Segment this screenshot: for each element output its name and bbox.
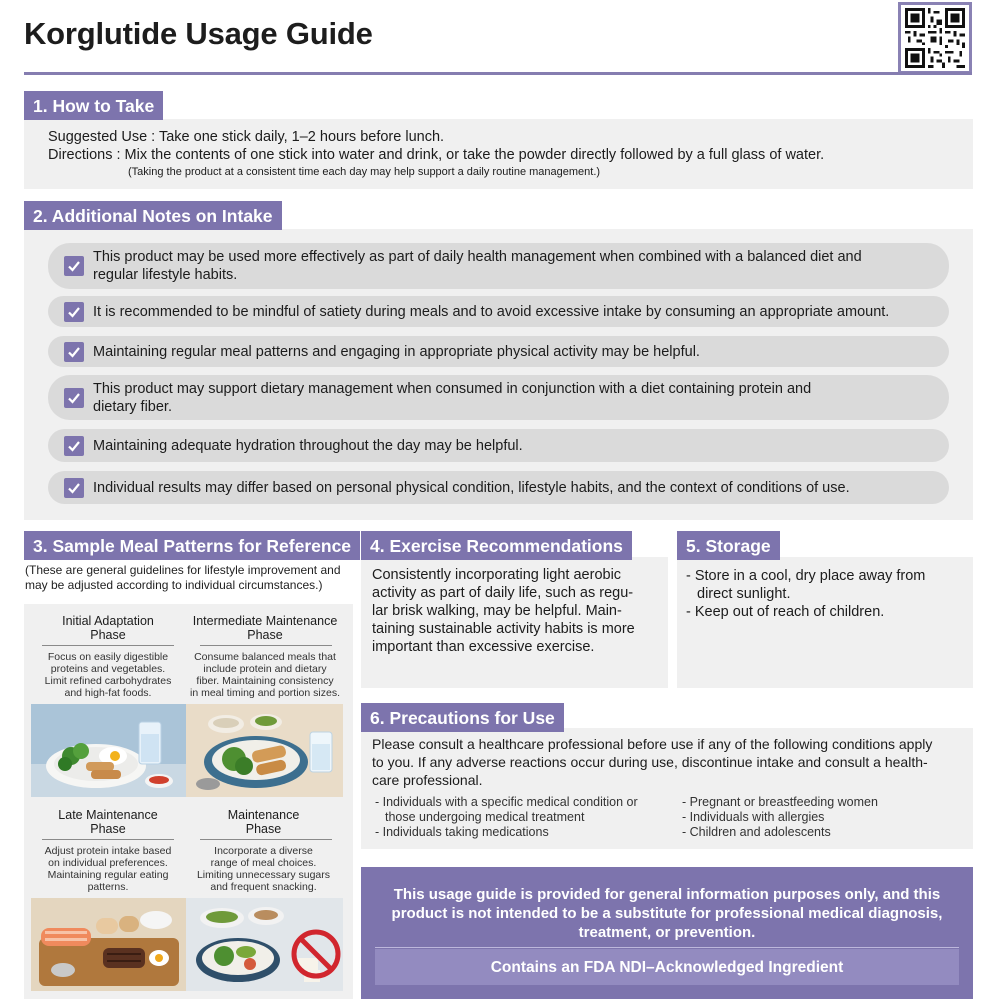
note-item (48, 429, 949, 462)
note-item (48, 336, 949, 367)
phase-desc-line: Focus on easily digestible (47, 651, 169, 663)
section-heading-storage: 5. Storage (677, 531, 780, 560)
meal-photo-maintenance-icon (186, 898, 343, 991)
note-text: regular lifestyle habits. (93, 267, 238, 283)
phase-desc-line: fiber. Maintaining consistency (196, 675, 334, 687)
storage-item: - Store in a cool, dry place away from (686, 568, 926, 584)
storage-text (686, 567, 966, 621)
note-item (48, 243, 949, 289)
how-to-take-body (48, 128, 824, 179)
section-heading-additional-notes: 2. Additional Notes on Intake (24, 201, 282, 230)
exercise-line: Consistently incorporating light aerobic (372, 567, 622, 583)
phase-desc-line: in meal timing and portion sizes. (190, 687, 340, 699)
exercise-line: activity as part of daily life, such as regu- (372, 585, 634, 601)
meal-note-line: (These are general guidelines for lifestyle improvement and (25, 563, 341, 577)
phase-desc-line: Consume balanced meals that (194, 651, 336, 663)
section-heading-exercise: 4. Exercise Recommendations (361, 531, 632, 560)
exercise-line: important than excessive exercise. (372, 639, 595, 655)
disclaimer-text (381, 885, 953, 942)
phase-title-maintenance (186, 808, 341, 836)
precautions-intro-line: to you. If any adverse reactions occur during use, discontinue intake and consult a health- (372, 754, 928, 770)
phase-title-intermediate (183, 614, 347, 642)
phase-title-late (32, 808, 184, 836)
precautions-list-left (375, 795, 680, 840)
phase-desc-line: include protein and dietary (203, 663, 327, 675)
disclaimer-line: product is not intended to be a substitute for professional medical diagnosis, (391, 905, 943, 922)
note-item (48, 471, 949, 504)
section-heading-precautions: 6. Precautions for Use (361, 703, 564, 732)
suggested-use-text: Suggested Use : Take one stick daily, 1–2 hours before lunch. (48, 129, 445, 145)
phase-desc-line: Limit refined carbohydrates (44, 675, 172, 687)
phase-desc-line: and high-fat foods. (64, 687, 152, 699)
phase-divider (200, 645, 332, 646)
note-item (48, 296, 949, 327)
phase-desc-line: Incorporate a diverse (214, 845, 313, 857)
title-divider (24, 72, 972, 75)
precaution-item: - Pregnant or breastfeeding women (682, 795, 878, 809)
phase-desc-initial (32, 651, 184, 699)
phase-desc-line: and frequent snacking. (210, 881, 317, 893)
phase-title-line: Maintenance (227, 808, 300, 822)
precaution-item: - Individuals with a specific medical condition or (375, 795, 638, 809)
meal-photo-initial-icon (31, 704, 186, 797)
timing-note: (Taking the product at a consistent time each day may help support a daily routine management.) (128, 166, 601, 178)
checkbox-checked-icon (64, 388, 84, 408)
phase-title-initial (32, 614, 184, 642)
phase-title-line: Phase (90, 822, 126, 836)
note-text: dietary fiber. (93, 398, 172, 415)
phase-title-line: Phase (247, 628, 283, 642)
qr-code-icon (898, 2, 972, 74)
precaution-item: those undergoing medical treatment (385, 810, 585, 824)
checkbox-checked-icon (64, 478, 84, 498)
phase-desc-intermediate (183, 651, 347, 699)
checkbox-checked-icon (64, 256, 84, 276)
section-heading-meal-patterns: 3. Sample Meal Patterns for Reference (24, 531, 360, 560)
note-text: Maintaining regular meal patterns and engaging in appropriate physical activity may be helpful. (93, 343, 700, 360)
disclaimer-line: This usage guide is provided for general information purposes only, and this (393, 886, 941, 903)
fda-badge-text: Contains an FDA NDI–Acknowledged Ingredient (490, 959, 844, 976)
checkbox-checked-icon (64, 436, 84, 456)
meal-patterns-note (25, 563, 355, 593)
note-text: Maintaining adequate hydration throughout the day may be helpful. (93, 437, 523, 454)
precautions-list-right (682, 795, 962, 840)
phase-divider (42, 645, 174, 646)
meal-photo-intermediate-icon (186, 704, 343, 797)
phase-title-line: Initial Adaptation (62, 614, 154, 628)
exercise-line: lar brisk walking, may be helpful. Main- (372, 603, 622, 619)
phase-title-line: Phase (245, 822, 282, 836)
fda-badge (375, 949, 959, 985)
precaution-item: - Children and adolescents (682, 825, 831, 839)
phase-divider (200, 839, 332, 840)
phase-title-line: Phase (90, 628, 126, 642)
note-text: This product may be used more effectively as part of daily health management when combined with a balanced diet and (93, 249, 862, 265)
note-text: This product may support dietary management when consumed in conjunction with a diet containing protein and (93, 380, 812, 397)
phase-desc-line: patterns. (87, 881, 129, 893)
note-text: It is recommended to be mindful of satiety during meals and to avoid excessive intake by consuming an appropriate amount. (93, 303, 890, 320)
exercise-line: taining sustainable activity habits is more (372, 621, 635, 637)
phase-title-line: Intermediate Maintenance (192, 614, 338, 628)
note-text: Individual results may differ based on personal physical condition, lifestyle habits, and the context of conditions of use. (93, 479, 850, 496)
phase-desc-line: proteins and vegetables. (50, 663, 166, 675)
phase-desc-line: Adjust protein intake based (44, 845, 172, 857)
directions-text: Directions : Mix the contents of one stick into water and drink, or take the powder directly followed by a full glass of water. (48, 147, 825, 163)
exercise-text (372, 566, 662, 656)
disclaimer-divider (375, 947, 959, 948)
phase-desc-line: Maintaining regular eating (47, 869, 169, 881)
phase-title-line: Late Maintenance (58, 808, 158, 822)
note-item (48, 375, 949, 420)
checkbox-checked-icon (64, 342, 84, 362)
phase-desc-line: on individual preferences. (48, 857, 168, 869)
precautions-intro-line: care professional. (372, 772, 483, 788)
storage-item: direct sunlight. (697, 586, 791, 602)
precaution-item: - Individuals with allergies (682, 810, 825, 824)
phase-divider (42, 839, 174, 840)
meal-photo-late-icon (31, 898, 186, 991)
meal-note-line: may be adjusted according to individual circumstances.) (25, 578, 323, 592)
disclaimer-box (361, 867, 973, 999)
phase-desc-late (32, 845, 184, 893)
storage-item: - Keep out of reach of children. (686, 604, 885, 620)
precaution-item: - Individuals taking medications (375, 825, 549, 839)
checkbox-checked-icon (64, 302, 84, 322)
phase-desc-line: range of meal choices. (210, 857, 317, 869)
phase-desc-maintenance (186, 845, 341, 893)
precautions-intro (372, 735, 964, 789)
disclaimer-line: treatment, or prevention. (578, 924, 756, 941)
phase-desc-line: Limiting unnecessary sugars (196, 869, 331, 881)
section-heading-how-to-take: 1. How to Take (24, 91, 163, 120)
page-title: Korglutide Usage Guide (24, 16, 373, 51)
precautions-intro-line: Please consult a healthcare professional before use if any of the following conditions apply (372, 736, 933, 752)
